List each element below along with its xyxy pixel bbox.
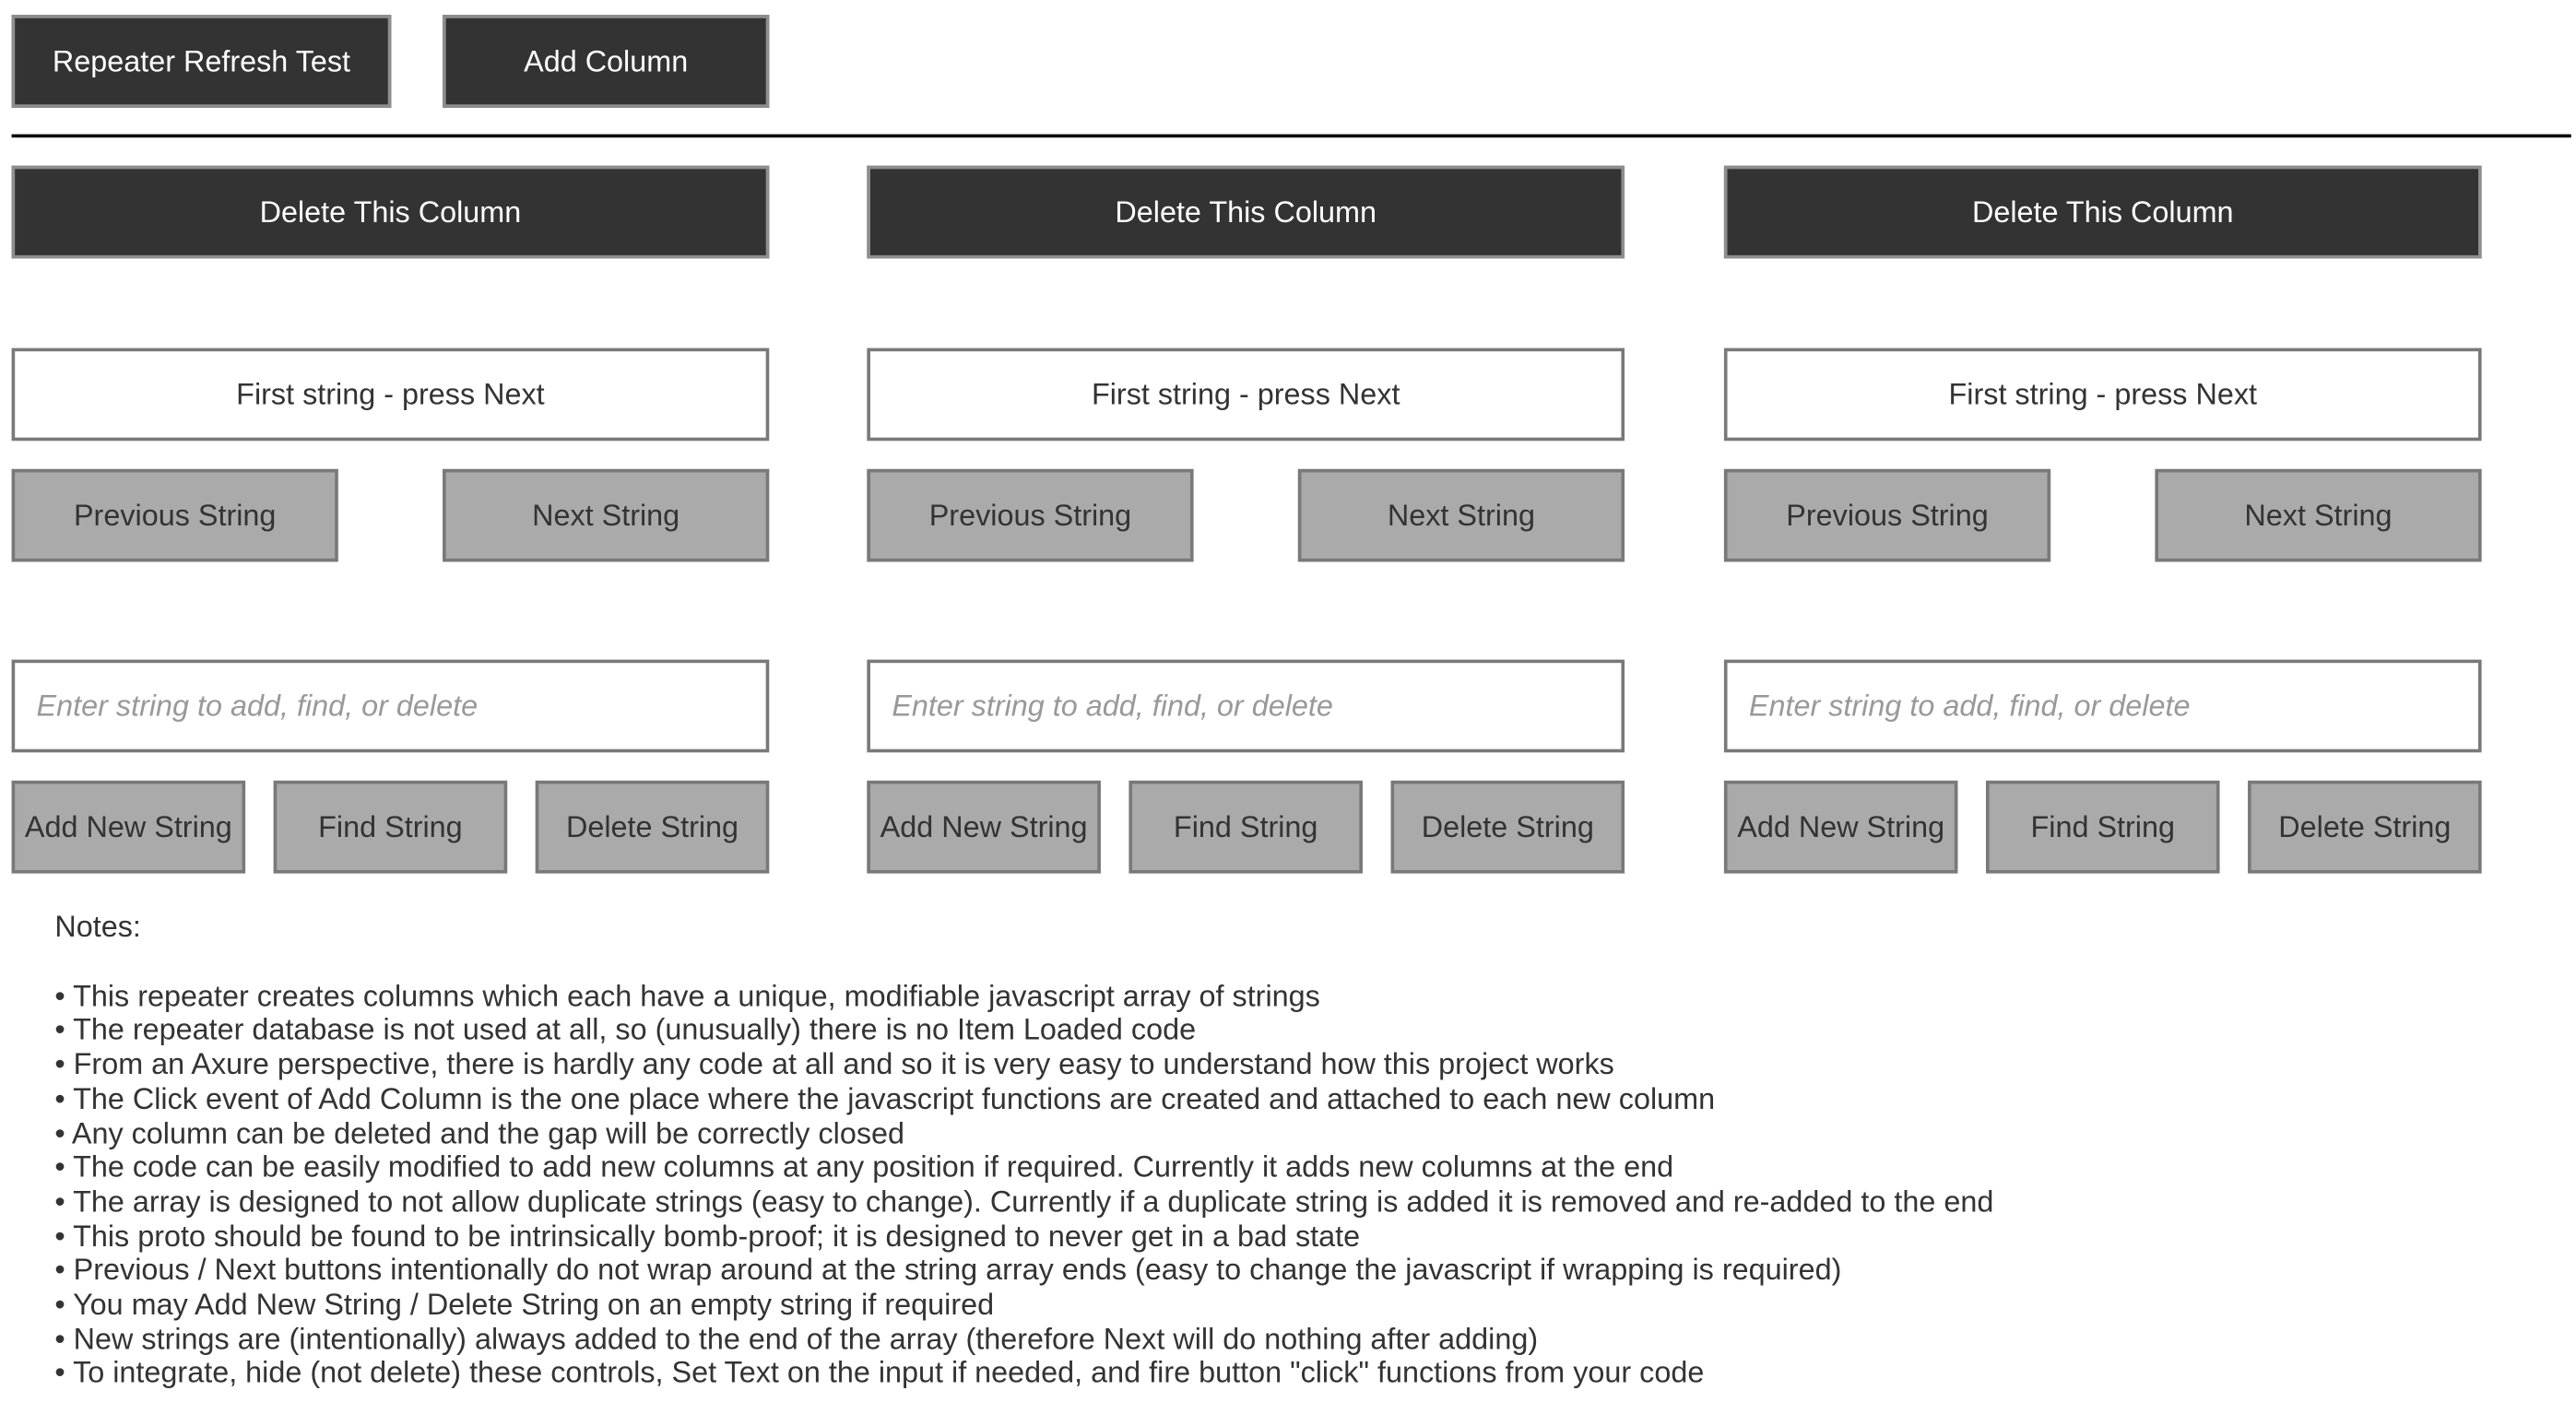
note-item: • This repeater creates columns which each have a unique, modifiable javascript array of strings xyxy=(54,979,1320,1013)
find-string-button[interactable]: Find String xyxy=(274,781,508,874)
previous-string-button[interactable]: Previous String xyxy=(1724,469,2050,562)
string-column xyxy=(867,0,1625,878)
note-item: • This proto should be found to be intrinsically bomb-proof; it is designed to never get in a bad state xyxy=(54,1219,1361,1253)
string-input[interactable] xyxy=(1724,660,2482,753)
note-item: • To integrate, hide (not delete) these controls, Set Text on the input if needed, and fire button "click" functions from your code xyxy=(54,1356,1705,1390)
delete-column-button[interactable]: Delete This Column xyxy=(1724,166,2482,259)
delete-string-button[interactable]: Delete String xyxy=(1391,781,1625,874)
repeater-refresh-test-button[interactable]: Repeater Refresh Test xyxy=(12,15,392,108)
add-column-button[interactable]: Add Column xyxy=(443,15,769,108)
string-input[interactable] xyxy=(12,660,770,753)
current-string-display: First string - press Next xyxy=(867,348,1625,442)
notes-list xyxy=(54,979,2541,1391)
next-string-button[interactable]: Next String xyxy=(443,469,769,562)
note-item: • From an Axure perspective, there is hardly any code at all and so it is very easy to understand how this project works xyxy=(54,1047,1614,1081)
find-string-button[interactable]: Find String xyxy=(1986,781,2220,874)
notes-panel xyxy=(54,910,2541,1391)
delete-column-button[interactable]: Delete This Column xyxy=(12,166,770,259)
string-column xyxy=(12,0,770,878)
next-string-button[interactable]: Next String xyxy=(2155,469,2481,562)
note-item: • Any column can be deleted and the gap will be correctly closed xyxy=(54,1115,905,1149)
next-string-button[interactable]: Next String xyxy=(1298,469,1625,562)
delete-string-button[interactable]: Delete String xyxy=(536,781,770,874)
add-new-string-button[interactable]: Add New String xyxy=(12,781,246,874)
find-string-button[interactable]: Find String xyxy=(1128,781,1363,874)
note-item: • The code can be easily modified to add new columns at any position if required. Currently it adds new columns at the end xyxy=(54,1150,1674,1184)
note-item: • New strings are (intentionally) always added to the end of the array (therefore Next will do nothing after adding) xyxy=(54,1322,1539,1356)
add-new-string-button[interactable]: Add New String xyxy=(867,781,1101,874)
delete-string-button[interactable]: Delete String xyxy=(2248,781,2482,874)
current-string-display: First string - press Next xyxy=(1724,348,2482,442)
previous-string-button[interactable]: Previous String xyxy=(12,469,338,562)
add-new-string-button[interactable]: Add New String xyxy=(1724,781,1958,874)
string-column xyxy=(1724,0,2482,878)
current-string-display: First string - press Next xyxy=(12,348,770,442)
notes-title: Notes: xyxy=(54,910,141,944)
note-item: • The array is designed to not allow duplicate strings (easy to change). Currently if a duplicate string is added it is removed and re-added to the end xyxy=(54,1184,1994,1219)
note-item: • The repeater database is not used at all, so (unusually) there is no Item Loaded code xyxy=(54,1013,1197,1047)
note-item: • The Click event of Add Column is the one place where the javascript functions are created and attached to each new column xyxy=(54,1081,1716,1115)
previous-string-button[interactable]: Previous String xyxy=(867,469,1193,562)
note-item: • You may Add New String / Delete String on an empty string if required xyxy=(54,1288,995,1322)
string-input[interactable] xyxy=(867,660,1625,753)
note-item: • Previous / Next buttons intentionally do not wrap around at the string array ends (easy to change the javascript if wrapping is required) xyxy=(54,1253,1842,1287)
delete-column-button[interactable]: Delete This Column xyxy=(867,166,1625,259)
